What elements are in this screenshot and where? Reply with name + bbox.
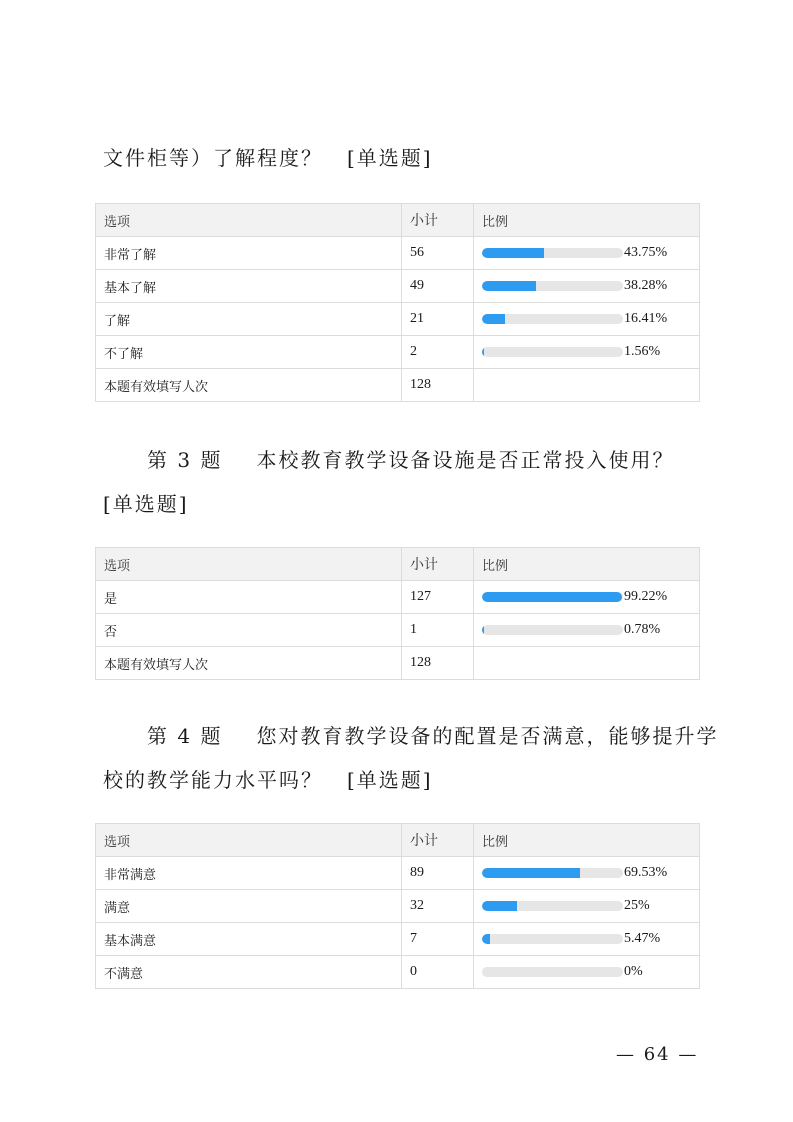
header-count: 小计 bbox=[402, 824, 474, 857]
q4-result-table bbox=[95, 823, 700, 989]
q4-title-text-line2: 校的教学能力水平吗？ bbox=[103, 768, 323, 792]
header-count: 小计 bbox=[402, 204, 474, 237]
option-count: 7 bbox=[402, 923, 474, 956]
ratio-bar-fill bbox=[482, 592, 622, 602]
ratio-bar-fill bbox=[482, 314, 505, 324]
header-option: 选项 bbox=[96, 204, 402, 237]
ratio-bar bbox=[482, 314, 623, 324]
ratio-percent: 1.56% bbox=[624, 344, 661, 359]
q4-title-line2 bbox=[103, 764, 433, 793]
total-label: 本题有效填写人次 bbox=[96, 647, 402, 680]
header-ratio: 比例 bbox=[474, 824, 700, 857]
total-count: 128 bbox=[402, 647, 474, 680]
q3-title-text: 本校教育教学设备设施是否正常投入使用？ bbox=[256, 448, 675, 472]
table-row bbox=[96, 237, 700, 270]
ratio-percent: 43.75% bbox=[624, 245, 668, 260]
table-header bbox=[96, 204, 700, 237]
table-row bbox=[96, 303, 700, 336]
q4-type-tag: [单选题] bbox=[347, 768, 433, 792]
ratio-percent: 99.22% bbox=[624, 589, 668, 604]
option-count: 2 bbox=[402, 336, 474, 369]
option-label: 基本满意 bbox=[96, 923, 402, 956]
table-row bbox=[96, 956, 700, 989]
table-row bbox=[96, 923, 700, 956]
option-label: 否 bbox=[96, 614, 402, 647]
table-row bbox=[96, 857, 700, 890]
q3-type-tag: [单选题] bbox=[103, 492, 189, 516]
ratio-bar bbox=[482, 967, 623, 977]
header-option: 选项 bbox=[96, 548, 402, 581]
ratio-percent: 25% bbox=[624, 898, 650, 913]
option-count: 32 bbox=[402, 890, 474, 923]
option-label: 满意 bbox=[96, 890, 402, 923]
ratio-bar bbox=[482, 592, 623, 602]
q4-title-text-line1: 您对教育教学设备的配置是否满意，能够提升学 bbox=[256, 724, 719, 748]
total-empty-cell bbox=[474, 369, 700, 402]
table-total-row bbox=[96, 647, 700, 680]
q4-title bbox=[147, 720, 718, 749]
option-count: 1 bbox=[402, 614, 474, 647]
ratio-percent: 5.47% bbox=[624, 931, 661, 946]
table-row bbox=[96, 336, 700, 369]
ratio-percent: 16.41% bbox=[624, 311, 668, 326]
option-label: 基本了解 bbox=[96, 270, 402, 303]
option-count: 21 bbox=[402, 303, 474, 336]
ratio-bar-fill bbox=[482, 248, 544, 258]
ratio-bar bbox=[482, 248, 623, 258]
header-option: 选项 bbox=[96, 824, 402, 857]
option-label: 非常了解 bbox=[96, 237, 402, 270]
option-count: 0 bbox=[402, 956, 474, 989]
q3-title bbox=[147, 444, 674, 473]
ratio-bar-fill bbox=[482, 281, 536, 291]
total-empty-cell bbox=[474, 647, 700, 680]
table-header bbox=[96, 824, 700, 857]
ratio-bar bbox=[482, 868, 623, 878]
ratio-bar bbox=[482, 934, 623, 944]
header-ratio: 比例 bbox=[474, 548, 700, 581]
option-count: 127 bbox=[402, 581, 474, 614]
ratio-bar bbox=[482, 901, 623, 911]
option-label: 不了解 bbox=[96, 336, 402, 369]
q2-title bbox=[103, 142, 433, 171]
q2-type-tag: [单选题] bbox=[347, 146, 433, 170]
table-row bbox=[96, 890, 700, 923]
table-total-row bbox=[96, 369, 700, 402]
ratio-bar-fill bbox=[482, 967, 485, 977]
option-label: 是 bbox=[96, 581, 402, 614]
option-label: 了解 bbox=[96, 303, 402, 336]
ratio-bar-fill bbox=[482, 934, 490, 944]
table-row bbox=[96, 270, 700, 303]
ratio-percent: 0.78% bbox=[624, 622, 661, 637]
ratio-bar-fill bbox=[482, 347, 484, 357]
ratio-percent: 0% bbox=[624, 964, 643, 979]
page-number: — 64 — bbox=[616, 1044, 699, 1065]
header-ratio: 比例 bbox=[474, 204, 700, 237]
table-row bbox=[96, 614, 700, 647]
ratio-percent: 69.53% bbox=[624, 865, 668, 880]
option-label: 不满意 bbox=[96, 956, 402, 989]
q3-result-table bbox=[95, 547, 700, 680]
ratio-bar bbox=[482, 347, 623, 357]
option-count: 89 bbox=[402, 857, 474, 890]
ratio-bar-fill bbox=[482, 868, 580, 878]
q4-number: 第 4 题 bbox=[147, 724, 223, 748]
ratio-bar-fill bbox=[482, 625, 484, 635]
total-count: 128 bbox=[402, 369, 474, 402]
header-count: 小计 bbox=[402, 548, 474, 581]
option-count: 49 bbox=[402, 270, 474, 303]
option-label: 非常满意 bbox=[96, 857, 402, 890]
option-count: 56 bbox=[402, 237, 474, 270]
ratio-percent: 38.28% bbox=[624, 278, 668, 293]
q2-title-text: 文件柜等）了解程度？ bbox=[103, 146, 323, 170]
ratio-bar bbox=[482, 281, 623, 291]
table-header bbox=[96, 548, 700, 581]
ratio-bar bbox=[482, 625, 623, 635]
q3-number: 第 3 题 bbox=[147, 448, 223, 472]
q2-result-table bbox=[95, 203, 700, 402]
total-label: 本题有效填写人次 bbox=[96, 369, 402, 402]
table-row bbox=[96, 581, 700, 614]
ratio-bar-fill bbox=[482, 901, 517, 911]
